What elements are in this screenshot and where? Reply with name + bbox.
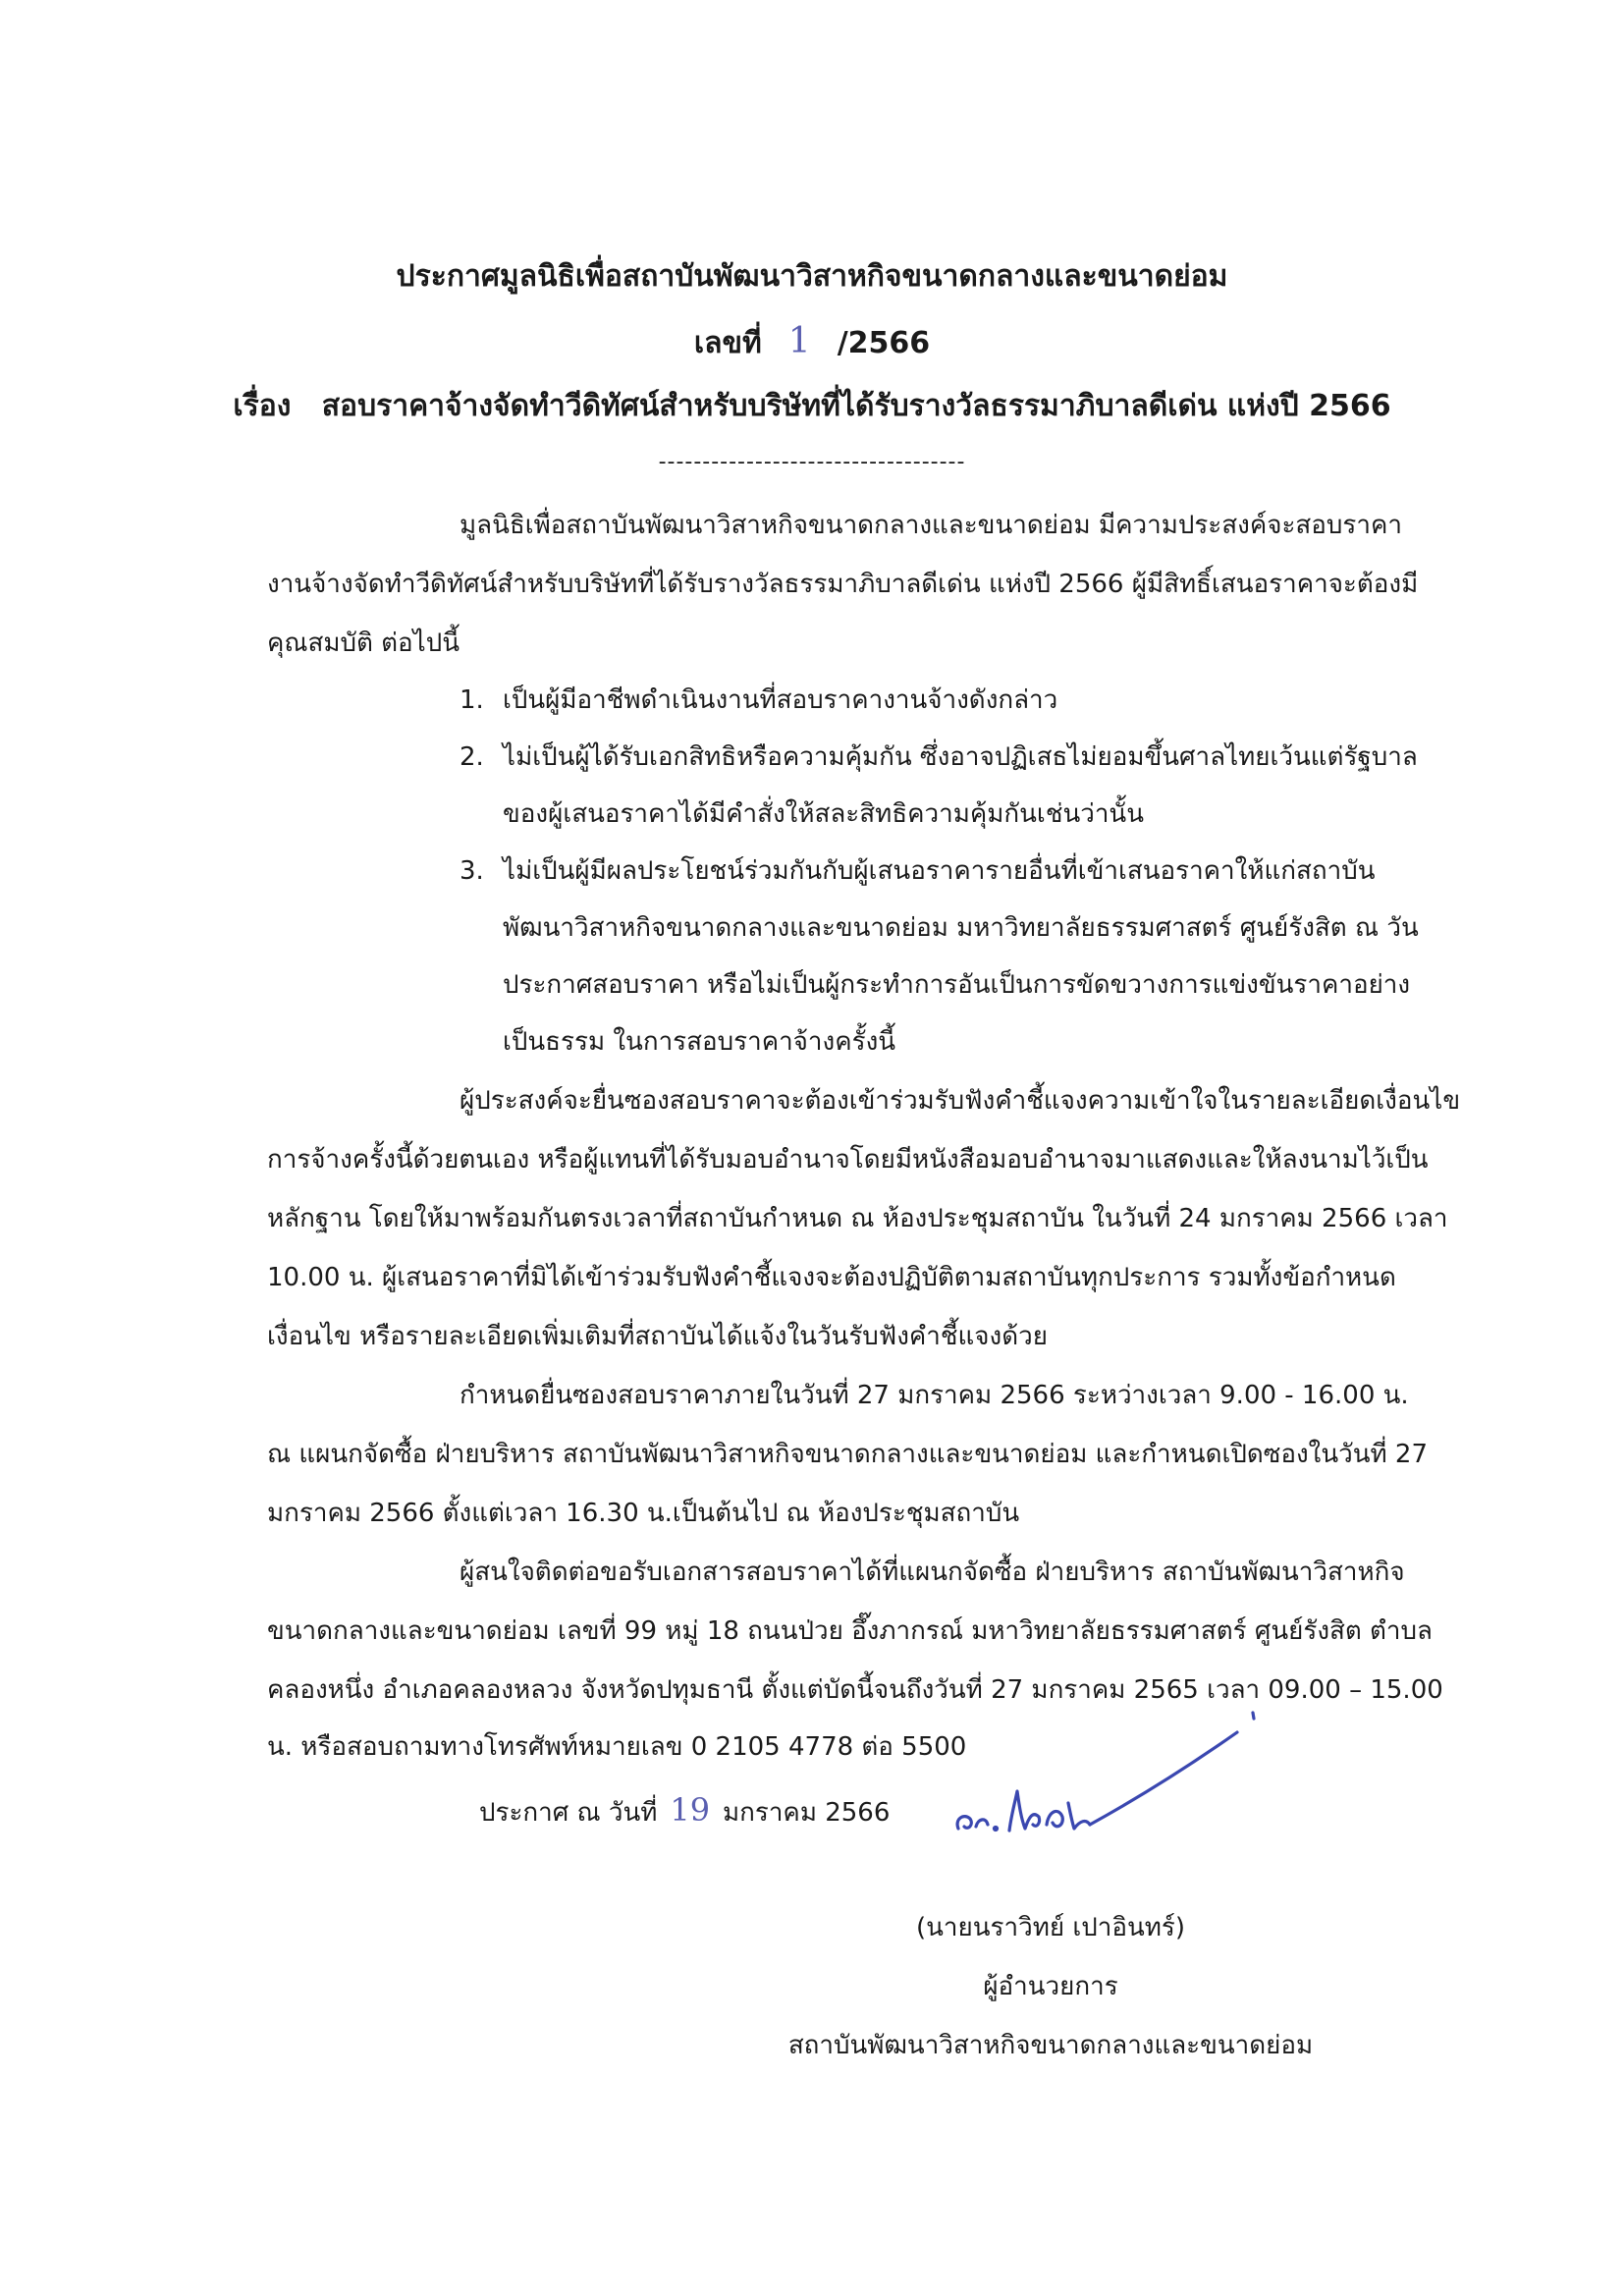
intro-line: มูลนิธิเพื่อสถาบันพัฒนาวิสาหกิจขนาดกลางและขนาดย่อม มีความประสงค์จะสอบราคา [460, 511, 1402, 540]
announcement-number [0, 322, 1624, 363]
subject-label: เรื่อง [233, 389, 292, 423]
list-item-number: 2. [460, 742, 484, 772]
list-item-number: 1. [460, 685, 484, 715]
submission-line: มกราคม 2566 ตั้งแต่เวลา 16.30 น.เป็นต้นไป ณ ห้องประชุมสถาบัน [267, 1499, 1020, 1528]
list-item-line: ของผู้เสนอราคาได้มีคำสั่งให้สละสิทธิความคุ้มกันเช่นว่านั้น [503, 799, 1144, 829]
briefing-line: เงื่อนไข หรือรายละเอียดเพิ่มเติมที่สถาบันได้แจ้งในวันรับฟังคำชี้แจงด้วย [267, 1322, 1048, 1351]
contact-line: ผู้สนใจติดต่อขอรับเอกสารสอบราคาได้ที่แผนกจัดซื้อ ฝ่ายบริหาร สถาบันพัฒนาวิสาหกิจ [460, 1558, 1405, 1587]
number-prefix: เลขที่ [693, 326, 762, 360]
list-item-line: พัฒนาวิสาหกิจขนาดกลางและขนาดย่อม มหาวิทยาลัยธรรมศาสตร์ ศูนย์รังสิต ณ วัน [503, 913, 1419, 943]
handwritten-number: 1 [787, 321, 811, 361]
title-divider: ----------------------------------- [658, 450, 966, 474]
briefing-line: หลักฐาน โดยให้มาพร้อมกันตรงเวลาที่สถาบันกำหนด ณ ห้องประชุมสถาบัน ในวันที่ 24 มกราคม 2566 เวลา [267, 1204, 1448, 1233]
briefing-line: การจ้างครั้งนี้ด้วยตนเอง หรือผู้แทนที่ได้รับมอบอำนาจโดยมีหนังสือมอบอำนาจมาแสดงและให้ลงนามไว้เป็น [267, 1145, 1429, 1175]
number-suffix: /2566 [837, 326, 931, 360]
briefing-line: ผู้ประสงค์จะยื่นซองสอบราคาจะต้องเข้าร่วมรับฟังคำชี้แจงความเข้าใจในรายละเอียดเงื่อนไข [460, 1086, 1461, 1116]
handwritten-day: 19 [670, 1791, 711, 1829]
list-item-line: เป็นธรรม ในการสอบราคาจ้างครั้งนี้ [503, 1027, 896, 1057]
announce-date-prefix: ประกาศ ณ วันที่ [479, 1798, 658, 1828]
briefing-line: 10.00 น. ผู้เสนอราคาที่มิได้เข้าร่วมรับฟังคำชี้แจงจะต้องปฏิบัติตามสถาบันทุกประการ รวมทั้งข้อกำหนด [267, 1263, 1396, 1292]
list-item-line: เป็นผู้มีอาชีพดำเนินงานที่สอบราคางานจ้างดังกล่าว [503, 685, 1058, 715]
contact-line: น. หรือสอบถามทางโทรศัพท์หมายเลข 0 2105 4778 ต่อ 5500 [267, 1732, 967, 1762]
intro-line: งานจ้างจัดทำวีดิทัศน์สำหรับบริษัทที่ได้รับรางวัลธรรมาภิบาลดีเด่น แห่งปี 2566 ผู้มีสิทธิ์เสนอราคาจะต้องมี [267, 570, 1419, 599]
submission-line: กำหนดยื่นซองสอบราคาภายในวันที่ 27 มกราคม 2566 ระหว่างเวลา 9.00 - 16.00 น. [460, 1381, 1409, 1410]
contact-line: ขนาดกลางและขนาดย่อม เลขที่ 99 หมู่ 18 ถนนป่วย อึ๊งภากรณ์ มหาวิทยาลัยธรรมศาสตร์ ศูนย์รังสิต ตำบล [267, 1616, 1433, 1646]
submission-line: ณ แผนกจัดซื้อ ฝ่ายบริหาร สถาบันพัฒนาวิสาหกิจขนาดกลางและขนาดย่อม และกำหนดเปิดซองในวันที่ 27 [267, 1440, 1429, 1469]
announce-date [479, 1793, 890, 1830]
subject-text: สอบราคาจ้างจัดทำวีดิทัศน์สำหรับบริษัทที่ได้รับรางวัลธรรมาภิบาลดีเด่น แห่งปี 2566 [321, 389, 1391, 423]
signatory-name: (นายนราวิทย์ เปาอินทร์) [916, 1913, 1185, 1942]
list-item-line: ไม่เป็นผู้ได้รับเอกสิทธิหรือความคุ้มกัน ซึ่งอาจปฏิเสธไม่ยอมขึ้นศาลไทยเว้นแต่รัฐบาล [503, 742, 1418, 772]
handwritten-signature [943, 1709, 1257, 1846]
list-item-number: 3. [460, 856, 484, 886]
list-item-line: ประกาศสอบราคา หรือไม่เป็นผู้กระทำการอันเป็นการขัดขวางการแข่งขันราคาอย่าง [503, 970, 1411, 1000]
contact-line: คลองหนึ่ง อำเภอคลองหลวง จังหวัดปทุมธานี ตั้งแต่บัดนี้จนถึงวันที่ 27 มกราคม 2565 เวลา 09.00 – 15.00 [267, 1675, 1443, 1705]
list-item-line: ไม่เป็นผู้มีผลประโยชน์ร่วมกันกับผู้เสนอราคารายอื่นที่เข้าเสนอราคาให้แก่สถาบัน [503, 856, 1376, 886]
announcement-subject [0, 387, 1624, 426]
signatory-organization: สถาบันพัฒนาวิสาหกิจขนาดกลางและขนาดย่อม [787, 2031, 1314, 2060]
intro-line: คุณสมบัติ ต่อไปนี้ [267, 629, 460, 658]
signatory-position: ผู้อำนวยการ [983, 1972, 1118, 2001]
announcement-title: ประกาศมูลนิธิเพื่อสถาบันพัฒนาวิสาหกิจขนาดกลางและขนาดย่อม [396, 259, 1228, 294]
announce-month-year: มกราคม 2566 [722, 1798, 891, 1828]
